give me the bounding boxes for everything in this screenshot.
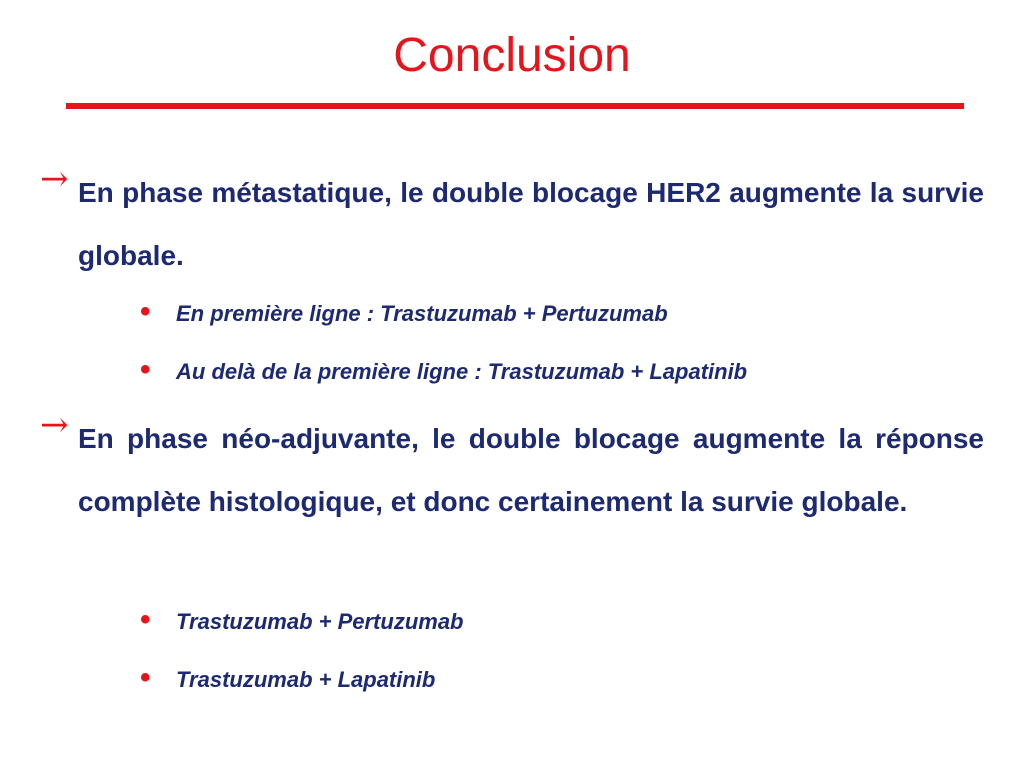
point-1-subitem-1 — [140, 295, 668, 329]
slide-title: Conclusion — [393, 29, 631, 82]
right-arrow-icon: → — [40, 405, 69, 445]
bullet-icon: • — [140, 661, 151, 694]
subitem-text: En première ligne : Trastuzumab + Pertuzumab — [176, 301, 668, 326]
point-1-subitem-2 — [140, 353, 748, 387]
bullet-icon: • — [140, 353, 151, 386]
subitem-text: Au delà de la première ligne : Trastuzumab + Lapatinib — [176, 359, 748, 384]
conclusion-point-2 — [40, 405, 984, 533]
bullet-icon: • — [140, 295, 151, 328]
subitem-text: Trastuzumab + Lapatinib — [176, 667, 436, 692]
point-2-subitem-2 — [140, 661, 436, 695]
point-1-text: En phase métastatique, le double blocage HER2 augmente la survie globale. — [78, 177, 984, 271]
subitem-text: Trastuzumab + Pertuzumab — [176, 609, 464, 634]
title-underline — [66, 103, 964, 109]
conclusion-point-1 — [40, 159, 984, 287]
point-2-subitem-1 — [140, 603, 464, 637]
bullet-icon: • — [140, 603, 151, 636]
point-2-text: En phase néo-adjuvante, le double blocage augmente la réponse complète histologique, et donc certainement la survie globale. — [78, 423, 984, 517]
right-arrow-icon: → — [40, 159, 69, 199]
